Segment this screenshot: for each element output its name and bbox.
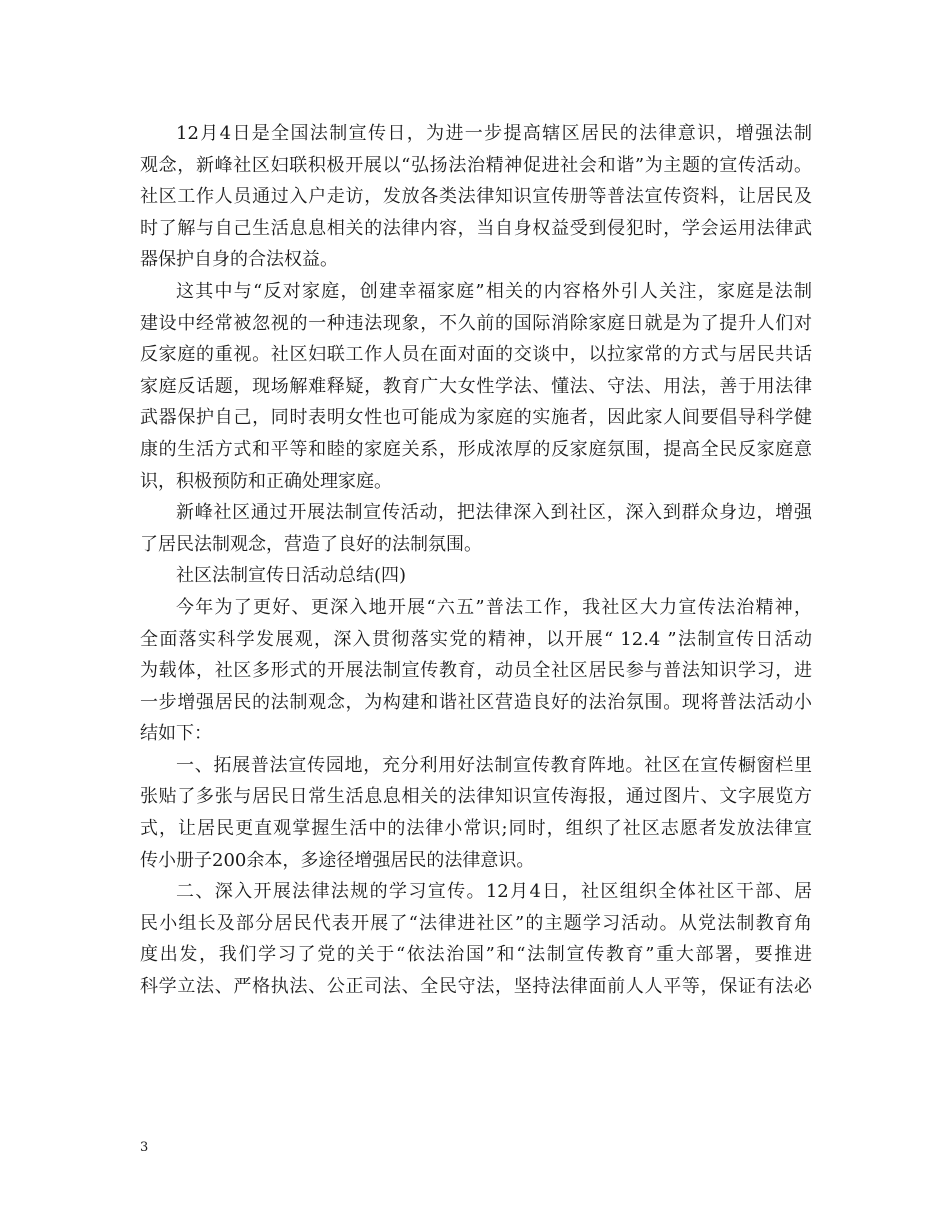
text-line: 时了解与自己生活息息相关的法律内容，当自身权益受到侵犯时，学会运用法律武 [140,217,812,239]
text-line: 一、拓展普法宣传园地，充分利用好法制宣传教育阵地。社区在宣传橱窗栏里 [176,754,812,776]
text-line: 康的生活方式和平等和睦的家庭关系，形成浓厚的反家庭氛围，提高全民反家庭意 [140,438,812,460]
text-line: 传小册子200余本，多途径增强居民的法律意识。 [140,849,535,871]
text-line: 建设中经常被忽视的一种违法现象，不久前的国际消除家庭日就是为了提升人们对 [140,312,812,334]
page-number: 3 [140,1140,149,1155]
text-line: 社区法制宣传日活动总结(四) [176,565,407,587]
text-line: 二、深入开展法律法规的学习宣传。12月4日，社区组织全体社区干部、居 [176,881,812,903]
text-line: 观念，新峰社区妇联积极开展以“弘扬法治精神促进社会和谐”为主题的宣传活动。 [140,154,812,176]
text-line: 结如下： [140,723,212,745]
text-line: 武器保护自己，同时表明女性也可能成为家庭的实施者，因此家人间要倡导科学健 [140,407,812,429]
text-line: 一步增强居民的法制观念，为构建和谐社区营造良好的法治氛围。现将普法活动小 [140,691,812,713]
text-line: 家庭反话题，现场解难释疑，教育广大女性学法、懂法、守法、用法，善于用法律 [140,375,812,397]
text-line: 这其中与“反对家庭，创建幸福家庭”相关的内容格外引人关注，家庭是法制 [176,280,812,302]
text-line: 今年为了更好、更深入地开展“六五”普法工作，我社区大力宣传法治精神， [176,596,812,618]
text-line: 器保护自身的合法权益。 [140,249,338,271]
text-line: 反家庭的重视。社区妇联工作人员在面对面的交谈中，以拉家常的方式与居民共话 [140,344,812,366]
text-line: 社区工作人员通过入户走访，发放各类法律知识宣传册等普法宣传资料，让居民及 [140,186,812,208]
text-line: 度出发，我们学习了党的关于“依法治国”和“法制宣传教育”重大部署，要推进 [140,944,812,966]
text-line: 式，让居民更直观掌握生活中的法律小常识;同时，组织了社区志愿者发放法律宣 [140,818,812,840]
text-line: 新峰社区通过开展法制宣传活动，把法律深入到社区，深入到群众身边，增强 [176,502,812,524]
text-line: 识，积极预防和正确处理家庭。 [140,470,392,492]
text-line: 民小组长及部分居民代表开展了“法律进社区”的主题学习活动。从党法制教育角 [140,912,812,934]
text-line: 了居民法制观念，营造了良好的法制氛围。 [140,533,482,555]
text-line: 科学立法、严格执法、公正司法、全民守法，坚持法律面前人人平等，保证有法必 [140,976,812,998]
text-line: 为载体，社区多形式的开展法制宣传教育，动员全社区居民参与普法知识学习，进 [140,660,812,682]
text-line: 全面落实科学发展观，深入贯彻落实党的精神，以开展“ 12.4 ”法制宣传日活动 [140,628,812,650]
text-line: 张贴了多张与居民日常生活息息相关的法律知识宣传海报，通过图片、文字展览方 [140,786,812,808]
document-body [140,118,812,1003]
text-line: 12月4日是全国法制宣传日，为进一步提高辖区居民的法律意识，增强法制 [176,123,812,144]
